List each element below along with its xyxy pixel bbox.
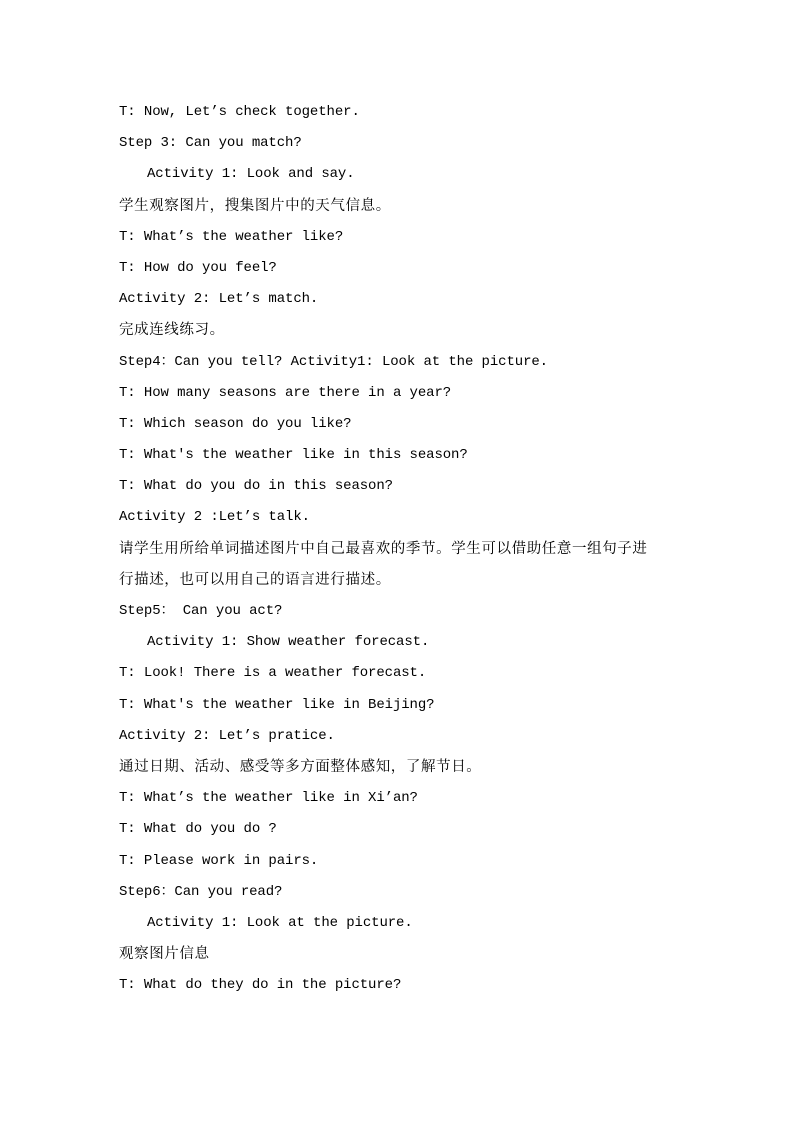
text-line: 行描述，也可以用自己的语言进行描述。 [119, 571, 391, 588]
step-heading: Step6：Can you read? [119, 883, 283, 900]
text-line: T: What’s the weather like in Xi’an? [119, 790, 418, 807]
text-line: T: What's the weather like in Beijing? [119, 696, 435, 713]
step-heading: Step 3: Can you match? [119, 135, 302, 152]
text-line: T: What do you do ? [119, 821, 277, 838]
text-line: T: How many seasons are there in a year? [119, 384, 452, 401]
text-line: 通过日期、活动、感受等多方面整体感知，了解节日。 [119, 758, 482, 775]
text-line: T: What's the weather like in this season? [119, 447, 468, 464]
text-line: T: How do you feel? [119, 259, 277, 276]
text-line: T: Look! There is a weather forecast. [119, 665, 427, 682]
activity-heading: Activity 1: Show weather forecast. [147, 634, 430, 651]
text-line: 学生观察图片，搜集图片中的天气信息。 [119, 197, 391, 214]
text-line: T: What do they do in the picture? [119, 977, 402, 994]
step-heading: Step4：Can you tell? Activity1: Look at the picture. [119, 353, 548, 370]
activity-heading: Activity 2: Let’s pratice. [119, 727, 335, 744]
step-heading: Step5： Can you act? [119, 603, 283, 619]
text-line: T: Now, Let’s check together. [119, 104, 360, 120]
text-line: 观察图片信息 [119, 946, 210, 963]
text-line: T: Which season do you like? [119, 415, 352, 432]
text-line: T: Please work in pairs. [119, 852, 319, 869]
text-line: T: What’s the weather like? [119, 228, 344, 245]
activity-heading: Activity 2 :Let’s talk. [119, 509, 310, 526]
activity-heading: Activity 2: Let’s match. [119, 291, 319, 308]
activity-heading: Activity 1: Look at the picture. [147, 914, 413, 931]
text-line: 完成连线练习。 [119, 322, 225, 339]
text-line: 请学生用所给单词描述图片中自己最喜欢的季节。学生可以借助任意一组句子进 [119, 540, 648, 557]
text-line: T: What do you do in this season? [119, 478, 393, 495]
document-body [119, 97, 689, 1001]
activity-heading: Activity 1: Look and say. [147, 166, 355, 183]
